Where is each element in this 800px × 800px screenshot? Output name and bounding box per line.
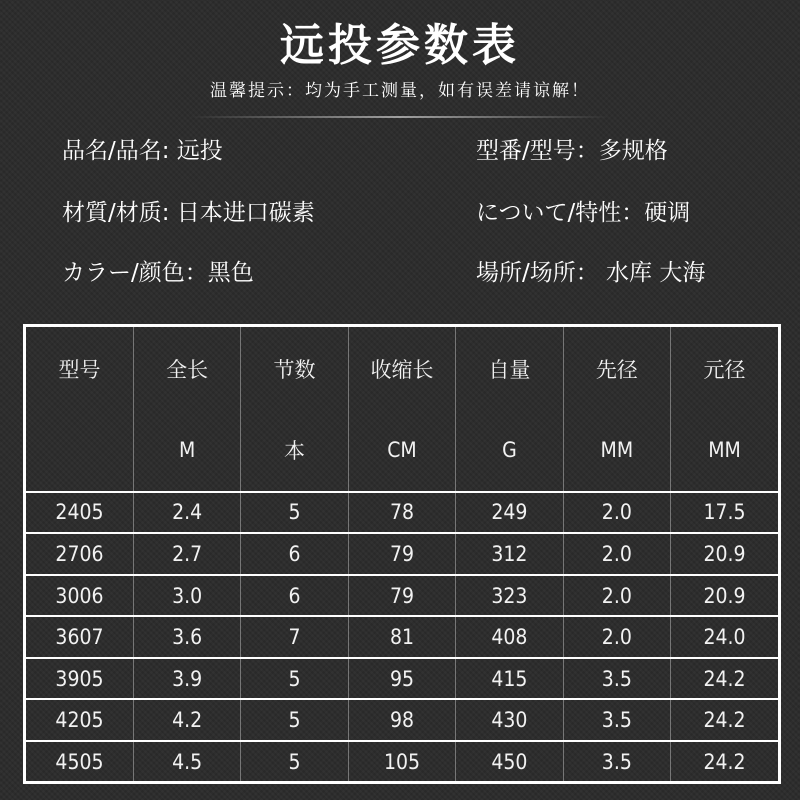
unit-cell	[26, 410, 133, 492]
product-color: カラー/颜色：黑色	[62, 260, 254, 286]
table-cell: 3.5	[563, 699, 670, 741]
product-model: 型番/型号：多规格	[476, 138, 668, 164]
table-unit-row	[26, 410, 778, 492]
table-cell: 3905	[26, 658, 133, 700]
spec-table	[23, 324, 781, 784]
unit-cell: MM	[671, 410, 778, 492]
table-cell: 81	[348, 616, 455, 658]
table-row	[26, 658, 778, 700]
table-cell: 6	[241, 575, 348, 617]
table-row	[26, 741, 778, 781]
table-header-row	[26, 327, 778, 410]
table-cell: 79	[348, 533, 455, 575]
header-cell: 元径	[671, 327, 778, 410]
table-cell: 4505	[26, 741, 133, 781]
table-cell: 312	[456, 533, 563, 575]
table-cell: 105	[348, 741, 455, 781]
table-cell: 249	[456, 492, 563, 534]
table-cell: 20.9	[671, 533, 778, 575]
table-cell: 24.2	[671, 699, 778, 741]
table-cell: 3006	[26, 575, 133, 617]
table-cell: 3.6	[133, 616, 240, 658]
table-cell: 323	[456, 575, 563, 617]
table-row	[26, 616, 778, 658]
unit-cell: CM	[348, 410, 455, 492]
table-cell: 5	[241, 741, 348, 781]
table-cell: 24.0	[671, 616, 778, 658]
table-cell: 24.2	[671, 658, 778, 700]
table-cell: 2.7	[133, 533, 240, 575]
table-cell: 3.0	[133, 575, 240, 617]
table-cell: 3.5	[563, 741, 670, 781]
unit-cell: MM	[563, 410, 670, 492]
product-name: 品名/品名: 远投	[62, 138, 223, 164]
table-cell: 430	[456, 699, 563, 741]
table-cell: 98	[348, 699, 455, 741]
table-cell: 415	[456, 658, 563, 700]
unit-cell: G	[456, 410, 563, 492]
table-cell: 7	[241, 616, 348, 658]
table-cell: 2.0	[563, 492, 670, 534]
table-cell: 2.0	[563, 575, 670, 617]
header-cell: 收缩长	[348, 327, 455, 410]
table-cell: 5	[241, 658, 348, 700]
header-cell: 先径	[563, 327, 670, 410]
table-cell: 95	[348, 658, 455, 700]
table-cell: 2.4	[133, 492, 240, 534]
table-cell: 3.9	[133, 658, 240, 700]
notice-text: 温馨提示：均为手工测量，如有误差请谅解！	[210, 81, 590, 101]
table-cell: 2405	[55, 500, 104, 525]
table-cell: 24.2	[671, 741, 778, 781]
page-title: 远投参数表	[280, 20, 520, 71]
table-cell: 408	[456, 616, 563, 658]
product-place: 場所/场所： 水库 大海	[476, 260, 706, 286]
table-cell: 2.0	[563, 616, 670, 658]
header-cell: 全长	[133, 327, 240, 410]
unit-cell: M	[133, 410, 240, 492]
table-cell: 2.0	[563, 533, 670, 575]
table-cell: 4.2	[133, 699, 240, 741]
table-cell: 2706	[26, 533, 133, 575]
table-cell: 3.5	[563, 658, 670, 700]
table-cell: 20.9	[671, 575, 778, 617]
table-row	[26, 533, 778, 575]
table-cell: 17.5	[671, 492, 778, 534]
title-divider	[190, 116, 610, 118]
table-cell: 6	[241, 533, 348, 575]
table-row	[26, 699, 778, 741]
table-cell: 3607	[26, 616, 133, 658]
unit-cell: 本	[241, 410, 348, 492]
product-material: 材質/材质: 日本进口碳素	[62, 200, 315, 226]
header-cell: 自量	[456, 327, 563, 410]
table-row	[26, 492, 778, 534]
table-cell: 450	[456, 741, 563, 781]
table-cell: 5	[241, 699, 348, 741]
header-cell: 节数	[241, 327, 348, 410]
table-cell: 5	[241, 492, 348, 534]
table-cell: 4.5	[133, 741, 240, 781]
header-cell: 型号	[58, 357, 101, 382]
table-cell: 79	[348, 575, 455, 617]
table-cell: 78	[348, 492, 455, 534]
table-row	[26, 575, 778, 617]
product-feature: について/特性：硬调	[476, 200, 691, 226]
table-cell: 4205	[26, 699, 133, 741]
